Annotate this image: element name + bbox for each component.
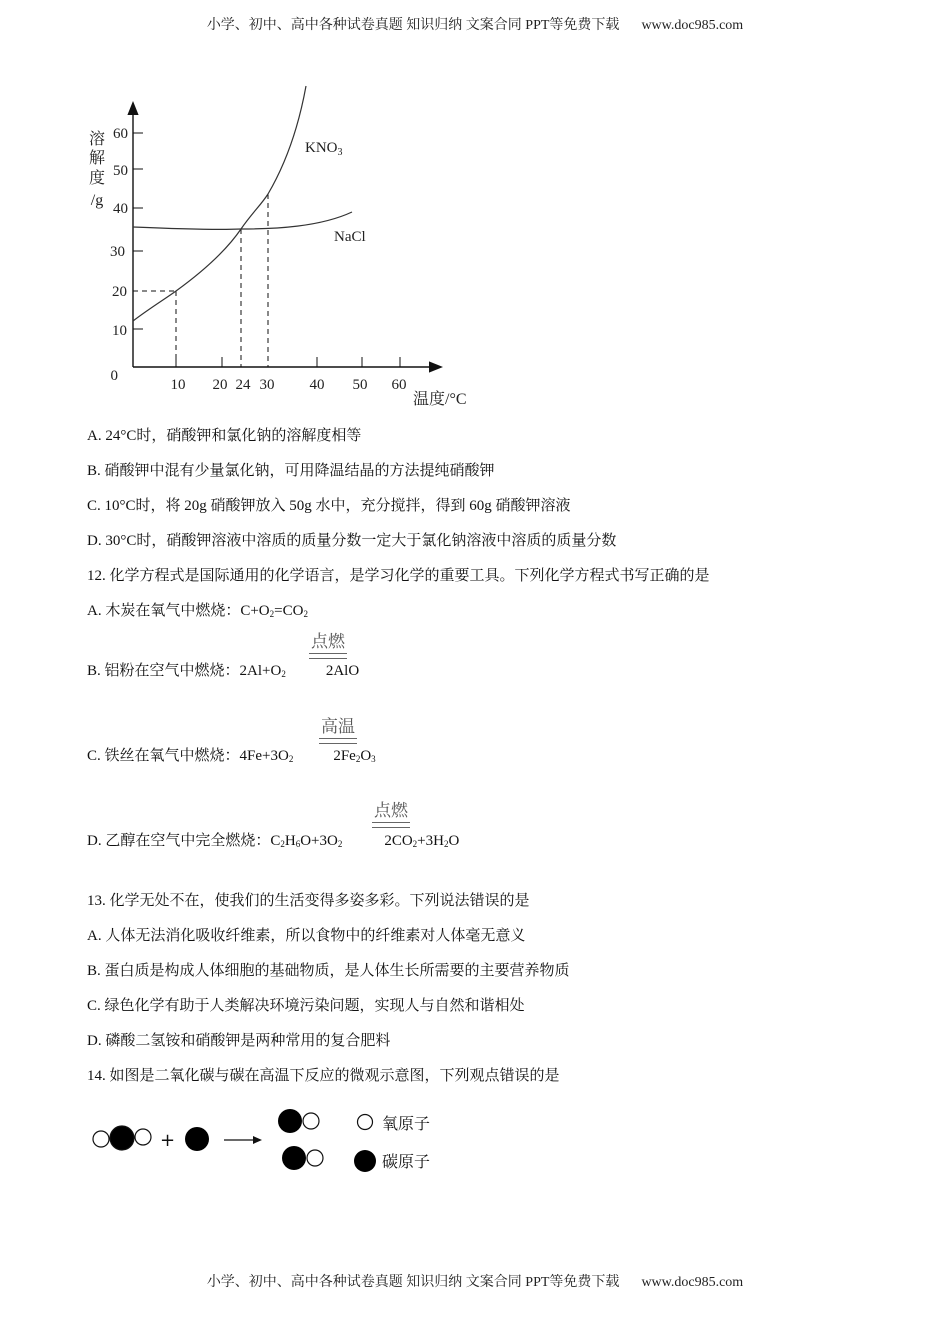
q12-option-c: C. 铁丝在氧气中燃烧：$4Fe+3O_2$ $2Fe_2O_3$	[87, 748, 376, 764]
y-label-char-3: 度	[88, 170, 106, 187]
page-header	[0, 14, 950, 34]
reaction-arrow	[224, 1136, 262, 1144]
x-ticks	[176, 357, 400, 367]
co2-molecule	[93, 1126, 151, 1150]
oxygen-legend-icon	[358, 1115, 373, 1130]
x-tick-10: 10	[170, 377, 186, 393]
co-molecule-2	[282, 1146, 323, 1170]
carbon-atom	[185, 1127, 209, 1151]
q14-stem: 14. 如图是二氧化碳与碳在高温下反应的微观示意图，下列观点错误的是	[87, 1068, 560, 1084]
solubility-chart	[80, 80, 480, 410]
x-tick-50: 50	[352, 377, 368, 393]
q12-option-d: D. 乙醇在空气中完全燃烧：$C_2H_6O+3O_2$ $2CO_2+3H_2O$	[87, 833, 460, 849]
y-label-char-1: 溶	[88, 131, 106, 148]
header-text: 小学、初中、高中各种试卷真题 知识归纳 文案合同 PPT等免费下载	[206, 18, 620, 33]
q12-d-condition: 点燃	[372, 801, 410, 828]
nacl-label: NaCl	[334, 229, 366, 245]
q13-option-c: C. 绿色化学有助于人类解决环境污染问题，实现人与自然和谐相处	[87, 998, 525, 1014]
x-axis-label: 温度/°C	[413, 391, 467, 408]
y-label-char-4: /g	[90, 192, 104, 209]
reaction-diagram	[80, 1095, 460, 1185]
x-tick-24: 24	[235, 377, 251, 393]
y-tick-20: 20	[112, 284, 127, 300]
y-tick-30: 30	[110, 244, 125, 260]
q11-option-a: A. 24°C时，硝酸钾和氯化钠的溶解度相等	[87, 428, 362, 444]
footer-text: 小学、初中、高中各种试卷真题 知识归纳 文案合同 PPT等免费下载	[206, 1275, 620, 1290]
y-tick-10: 10	[112, 323, 127, 339]
q11-option-b: B. 硝酸钾中混有少量氯化钠，可用降温结晶的方法提纯硝酸钾	[87, 463, 495, 479]
y-label-char-2: 解	[88, 150, 106, 167]
y-ticks	[133, 133, 143, 329]
x-tick-20: 20	[212, 377, 228, 393]
y-tick-40: 40	[113, 201, 128, 217]
q11-option-c: C. 10°C时，将 20g 硝酸钾放入 50g 水中，充分搅拌，得到 60g 硝酸钾溶液	[87, 498, 571, 514]
co-molecule-1	[278, 1109, 319, 1133]
kno3-curve	[133, 86, 306, 321]
y-tick-50: 50	[113, 163, 128, 179]
header-site: www.doc985.com	[641, 18, 744, 33]
plus-sign: +	[160, 1130, 176, 1151]
q12-stem: 12. 化学方程式是国际通用的化学语言，是学习化学的重要工具。下列化学方程式书写正确的是	[87, 568, 710, 584]
q13-option-a: A. 人体无法消化吸收纤维素，所以食物中的纤维素对人体毫无意义	[87, 928, 526, 944]
q11-option-d: D. 30°C时，硝酸钾溶液中溶质的质量分数一定大于氯化钠溶液中溶质的质量分数	[87, 533, 617, 549]
q13-stem: 13. 化学无处不在，使我们的生活变得多姿多彩。下列说法错误的是	[87, 893, 530, 909]
page-footer	[0, 1271, 950, 1291]
oxygen-legend-label: 氧原子	[382, 1114, 431, 1133]
carbon-legend-icon	[354, 1150, 376, 1172]
q12-b-condition: 点燃	[309, 632, 347, 659]
x-tick-30: 30	[259, 377, 275, 393]
x-tick-40: 40	[309, 377, 325, 393]
q12-option-a: A. 木炭在氧气中燃烧：$C+O_2=CO_2$	[87, 603, 308, 619]
y-tick-60: 60	[113, 126, 128, 142]
y-tick-0: 0	[110, 368, 118, 384]
q13-option-b: B. 蛋白质是构成人体细胞的基础物质，是人体生长所需要的主要营养物质	[87, 963, 570, 979]
footer-site: www.doc985.com	[641, 1275, 744, 1290]
x-tick-60: 60	[391, 377, 407, 393]
carbon-legend-label: 碳原子	[382, 1152, 431, 1171]
kno3-label: $KNO_3$	[305, 140, 343, 158]
q13-option-d: D. 磷酸二氢铵和硝酸钾是两种常用的复合肥料	[87, 1033, 391, 1049]
q12-c-condition: 高温	[319, 717, 357, 744]
q12-option-b: B. 铝粉在空气中燃烧：$2Al+O_2$ 2AlO	[87, 663, 360, 679]
